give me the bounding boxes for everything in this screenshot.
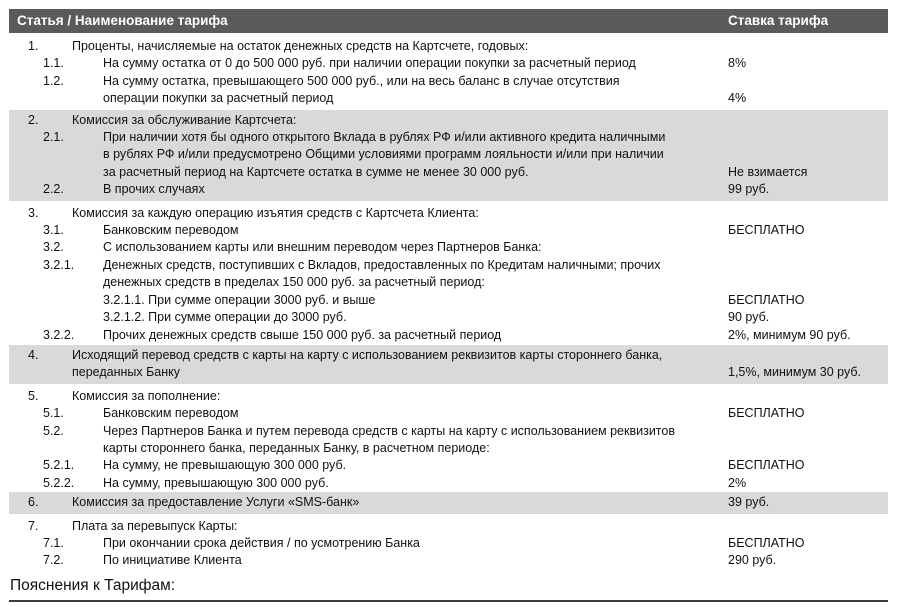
footnotes-heading: Пояснения к Тарифам: (10, 576, 176, 594)
table-row (9, 73, 888, 108)
table-row (9, 518, 888, 535)
table-row (9, 129, 888, 181)
row-number: 7.1. (43, 535, 64, 550)
row-text (72, 518, 888, 535)
header-rate-column: Ставка тарифа (728, 13, 829, 28)
row-text-line: денежных средств в пределах 150 000 руб. за расчетный период: (103, 275, 485, 290)
row-number: 3.2.2. (43, 327, 75, 342)
row-text (103, 257, 888, 292)
row-number: 5. (28, 388, 39, 403)
row-text-line: операции покупки за расчетный период (103, 91, 334, 106)
table-row (9, 457, 888, 474)
row-rate-value: 39 руб. (728, 495, 770, 510)
table-row (9, 112, 888, 129)
row-text-line: Комиссия за предоставление Услуги «SMS-банк» (72, 495, 360, 510)
row-text-line: В прочих случаях (103, 182, 205, 197)
table-row (9, 239, 888, 256)
row-rate-value: 4% (728, 91, 747, 106)
row-text (103, 73, 888, 108)
row-text-line: переданных Банку (72, 365, 181, 380)
table-row (9, 222, 888, 239)
table-row (9, 292, 888, 309)
row-text-line: На сумму, превышающую 300 000 руб. (103, 475, 329, 490)
row-number: 5.2. (43, 423, 64, 438)
row-text-line: С использованием карты или внешним переводом через Партнеров Банка: (103, 240, 542, 255)
row-number: 5.2.1. (43, 458, 75, 473)
table-row (9, 475, 888, 492)
tariff-section (9, 388, 888, 492)
row-text-line: При наличии хотя бы одного открытого Вклада в рублях РФ и/или активного кредита наличными (103, 130, 666, 145)
row-number: 2.1. (43, 130, 64, 145)
table-row (9, 347, 888, 382)
row-number: 5.1. (43, 406, 64, 421)
row-rate-value: 2%, минимум 90 руб. (728, 327, 851, 342)
tariff-section-shaded (9, 345, 888, 384)
row-text-line: Денежных средств, поступивших с Вкладов, предоставленных по Кредитам наличными; прочих (103, 257, 661, 272)
tariff-section-shaded (9, 492, 888, 513)
row-text (103, 239, 888, 256)
table-row (9, 257, 888, 292)
table-row (9, 388, 888, 405)
row-text-line: Комиссия за каждую операцию изъятия средств с Картсчета Клиента: (72, 205, 479, 220)
row-rate-value: 8% (728, 56, 747, 71)
row-rate-value: БЕСПЛАТНО (728, 223, 805, 238)
row-text (72, 38, 888, 55)
table-row (9, 327, 888, 344)
row-text-line: Банковским переводом (103, 223, 239, 238)
row-text-line: 3.2.1.2. При сумме операции до 3000 руб. (103, 310, 347, 325)
table-row (9, 38, 888, 55)
row-text (103, 181, 888, 198)
row-text-line: Исходящий перевод средств с карты на карту с использованием реквизитов карты стороннего банка, (72, 347, 663, 362)
row-rate-value: БЕСПЛАТНО (728, 535, 805, 550)
row-number: 6. (28, 495, 39, 510)
row-text-line: По инициативе Клиента (103, 553, 242, 568)
tariff-section-shaded (9, 110, 888, 201)
row-text-line: карты стороннего банка, переданных Банку, в расчетном периоде: (103, 440, 490, 455)
row-rate-value: 1,5%, минимум 30 руб. (728, 365, 862, 380)
row-rate-value: 99 руб. (728, 182, 770, 197)
row-text-line: Проценты, начисляемые на остаток денежных средств на Картсчете, годовых: (72, 39, 529, 53)
row-text-line: На сумму остатка от 0 до 500 000 руб. при наличии операции покупки за расчетный период (103, 56, 636, 71)
row-rate-value: БЕСПЛАТНО (728, 458, 805, 473)
row-text-line: Комиссия за пополнение: (72, 388, 221, 403)
table-row (9, 309, 888, 326)
row-number: 7.2. (43, 553, 64, 568)
row-rate-value: 290 руб. (728, 553, 777, 568)
row-number: 4. (28, 347, 39, 362)
tariff-section (9, 38, 888, 108)
row-text (72, 205, 888, 222)
row-number: 2. (28, 112, 39, 127)
table-row (9, 405, 888, 422)
tariff-section (9, 205, 888, 344)
row-number: 7. (28, 518, 39, 533)
row-text-line: Плата за перевыпуск Карты: (72, 518, 238, 533)
row-text (72, 388, 888, 405)
table-row (9, 205, 888, 222)
row-text-line: При окончании срока действия / по усмотрению Банка (103, 535, 420, 550)
row-text-line: за расчетный период на Картсчете остатка в сумме не менее 30 000 руб. (103, 164, 529, 179)
row-text-line: 3.2.1.1. При сумме операции 3000 руб. и выше (103, 292, 376, 307)
row-number: 1. (28, 39, 39, 53)
table-row (9, 423, 888, 458)
table-header-bar (9, 9, 888, 33)
row-rate-value: 2% (728, 475, 747, 490)
tariff-section (9, 518, 888, 570)
row-text (103, 423, 888, 458)
row-number: 3. (28, 205, 39, 220)
row-text-line: Прочих денежных средств свыше 150 000 руб. за расчетный период (103, 327, 502, 342)
table-row (9, 494, 888, 511)
row-text (72, 112, 888, 129)
row-text-line: Через Партнеров Банка и путем перевода средств с карты на карту с использованием реквизитов (103, 423, 675, 438)
table-row (9, 181, 888, 198)
row-text-line: в рублях РФ и/или предусмотрено Общими условиями программ лояльности и/или при наличии (103, 147, 664, 162)
table-row (9, 552, 888, 569)
row-number: 1.1. (43, 56, 64, 71)
row-rate-value: 90 руб. (728, 310, 770, 325)
header-name-column: Статья / Наименование тарифа (17, 13, 228, 28)
row-text (103, 55, 888, 72)
row-number: 1.2. (43, 73, 64, 88)
table-row (9, 535, 888, 552)
table-row (9, 55, 888, 72)
row-text (103, 309, 888, 326)
row-text-line: Комиссия за обслуживание Картсчета: (72, 112, 297, 127)
row-text-line: На сумму остатка, превышающего 500 000 руб., или на весь баланс в случае отсутствия (103, 73, 620, 88)
row-rate-value: БЕСПЛАТНО (728, 406, 805, 421)
row-number: 3.1. (43, 223, 64, 238)
row-rate-value: БЕСПЛАТНО (728, 292, 805, 307)
row-number: 5.2.2. (43, 475, 75, 490)
row-text-line: Банковским переводом (103, 406, 239, 421)
row-text-line: На сумму, не превышающую 300 000 руб. (103, 458, 347, 473)
tariff-table-body (9, 38, 888, 570)
row-text (103, 475, 888, 492)
row-number: 2.2. (43, 182, 64, 197)
row-number: 3.2.1. (43, 257, 75, 272)
row-rate-value: Не взимается (728, 164, 808, 179)
footnotes-divider (9, 600, 888, 602)
row-number: 3.2. (43, 240, 64, 255)
